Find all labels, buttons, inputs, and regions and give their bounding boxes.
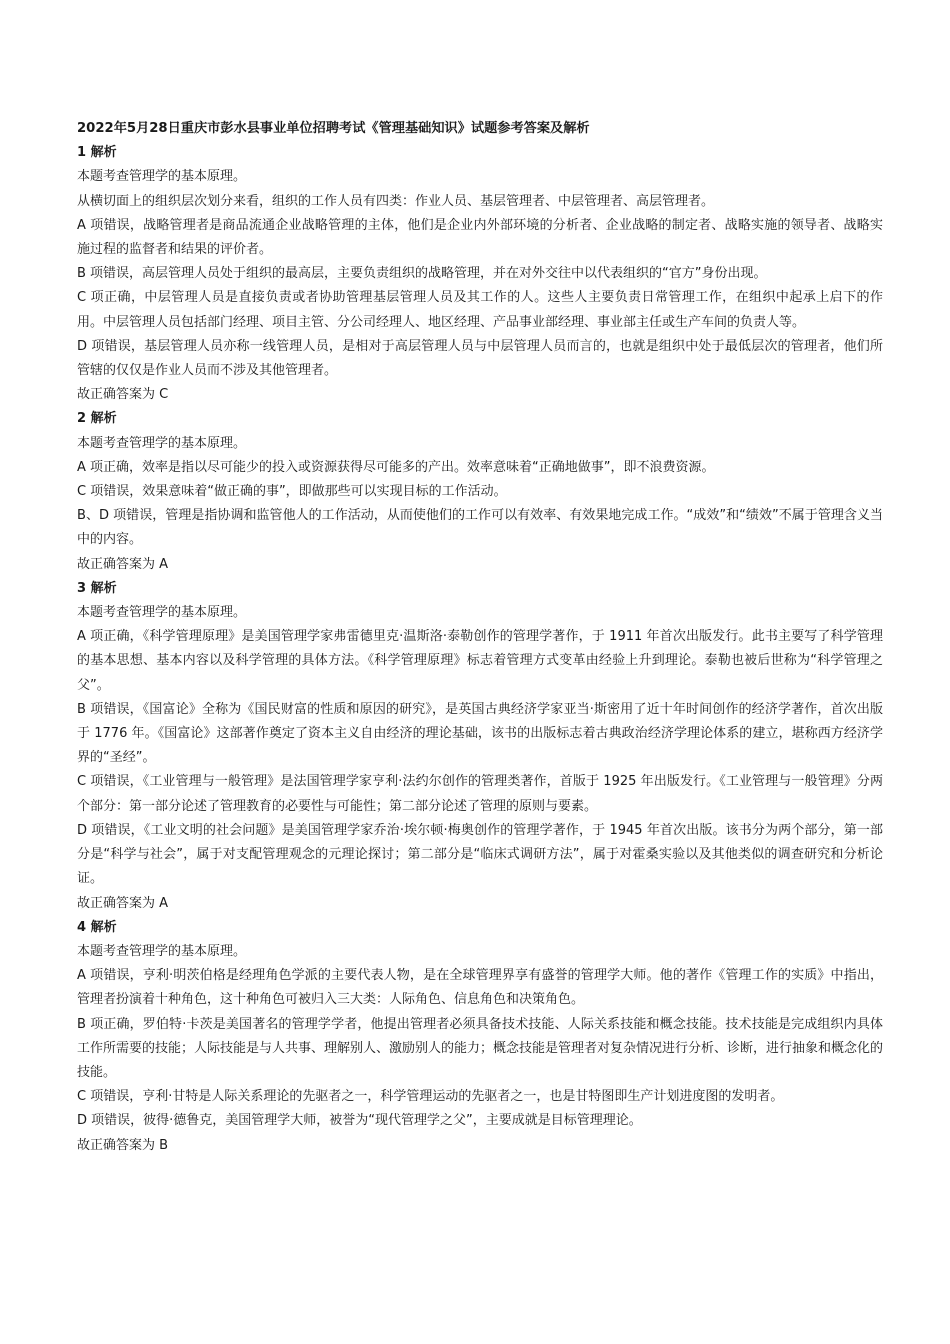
paragraph: D 项错误，基层管理人员亦称一线管理人员，是相对于高层管理人员与中层管理人员而言的，也就是组织中处于最低层次的管理者，他们所管辖的仅仅是作业人员而不涉及其他管理者。 xyxy=(77,338,883,379)
section-heading: 3 解析 xyxy=(77,580,117,596)
section-4 xyxy=(77,916,883,1158)
paragraph: B、D 项错误，管理是指协调和监管他人的工作活动，从而使他们的工作可以有效率、有效果地完成工作。“成效”和“绩效”不属于管理含义当中的内容。 xyxy=(77,508,883,548)
paragraph: A 项错误，战略管理者是商品流通企业战略管理的主体，他们是企业内外部环境的分析者、企业战略的制定者、战略实施的领导者、战略实施过程的监督者和结果的评价者。 xyxy=(77,217,883,258)
paragraph: D 项错误，《工业文明的社会问题》是美国管理学家乔治·埃尔顿·梅奥创作的管理学著作，于 1945 年首次出版。该书分为两个部分，第一部分是“科学与社会”，属于对支配管理观念的元理论探讨；第二部分是“临床式调研方法”，属于对霍桑实验以及其他类似的调查研究和分析论证。 xyxy=(77,822,883,887)
paragraph: C 项错误，《工业管理与一般管理》是法国管理学家亨利·法约尔创作的管理类著作，首版于 1925 年出版发行。《工业管理与一般管理》分两个部分：第一部分论述了管理教育的必要性与可能性；第二部分论述了管理的原则与要素。 xyxy=(77,774,883,814)
paragraph: 本题考查管理学的基本原理。 xyxy=(77,435,247,451)
paragraph: 本题考查管理学的基本原理。 xyxy=(77,605,247,621)
paragraph: 本题考查管理学的基本原理。 xyxy=(77,169,247,185)
section-3 xyxy=(77,577,883,916)
section-heading: 1 解析 xyxy=(77,145,117,161)
section-2 xyxy=(77,407,883,576)
paragraph: B 项错误，《国富论》全称为《国民财富的性质和原因的研究》，是英国古典经济学家亚当·斯密用了近十年时间创作的经济学著作，首次出版于 1776 年。《国富论》这部著作奠定了资本主义自由经济的理论基础，该书的出版标志着古典政治经济学理论体系的建立，堪称西方经济学界的“圣经”。 xyxy=(77,701,883,766)
document-page xyxy=(77,117,883,1158)
answer-line: 故正确答案为 A xyxy=(77,895,169,911)
paragraph: A 项正确，效率是指以尽可能少的投入或资源获得尽可能多的产出。效率意味着“正确地做事”，即不浪费资源。 xyxy=(77,459,715,475)
paragraph: 从横切面上的组织层次划分来看，组织的工作人员有四类：作业人员、基层管理者、中层管理者、高层管理者。 xyxy=(77,193,715,209)
section-heading: 4 解析 xyxy=(77,919,117,935)
paragraph: 本题考查管理学的基本原理。 xyxy=(77,943,247,959)
answer-line: 故正确答案为 B xyxy=(77,1137,169,1153)
paragraph: C 项错误，效果意味着“做正确的事”，即做那些可以实现目标的工作活动。 xyxy=(77,484,507,500)
answer-line: 故正确答案为 C xyxy=(77,387,169,403)
paragraph: C 项错误，亨利·甘特是人际关系理论的先驱者之一，科学管理运动的先驱者之一，也是甘特图即生产计划进度图的发明者。 xyxy=(77,1089,784,1105)
paragraph: B 项正确，罗伯特·卡茨是美国著名的管理学学者，他提出管理者必须具备技术技能、人际关系技能和概念技能。技术技能是完成组织内具体工作所需要的技能；人际技能是与人共事、理解别人、激励别人的能力；概念技能是管理者对复杂情况进行分析、诊断，进行抽象和概念化的技能。 xyxy=(77,1016,884,1080)
paragraph: A 项正确，《科学管理原理》是美国管理学家弗雷德里克·温斯洛·泰勒创作的管理学著作，于 1911 年首次出版发行。此书主要写了科学管理的基本思想、基本内容以及科学管理的具体方法。《科学管理原理》标志着管理方式变革由经验上升到理论。泰勒也被后世称为“科学管理之父”。 xyxy=(77,629,883,693)
paragraph: D 项错误，彼得·德鲁克，美国管理学大师，被誉为“现代管理学之父”，主要成就是目标管理理论。 xyxy=(77,1113,642,1129)
paragraph: C 项正确，中层管理人员是直接负责或者协助管理基层管理人员及其工作的人。这些人主要负责日常管理工作，在组织中起承上启下的作用。中层管理人员包括部门经理、项目主管、分公司经理人、地区经理、产品事业部经理、事业部主任或生产车间的负责人等。 xyxy=(77,290,883,330)
section-1 xyxy=(77,141,883,407)
section-heading: 2 解析 xyxy=(77,411,117,427)
paragraph: A 项错误，亨利·明茨伯格是经理角色学派的主要代表人物，是在全球管理界享有盛誉的管理学大师。他的著作《管理工作的实质》中指出，管理者扮演着十种角色，这十种角色可被归入三大类：人际角色、信息角色和决策角色。 xyxy=(77,968,883,1008)
answer-line: 故正确答案为 A xyxy=(77,556,169,572)
document-title: 2022年5月28日重庆市彭水县事业单位招聘考试《管理基础知识》试题参考答案及解析 xyxy=(77,121,590,136)
paragraph: B 项错误，高层管理人员处于组织的最高层，主要负责组织的战略管理，并在对外交往中以代表组织的“官方”身份出现。 xyxy=(77,266,767,282)
